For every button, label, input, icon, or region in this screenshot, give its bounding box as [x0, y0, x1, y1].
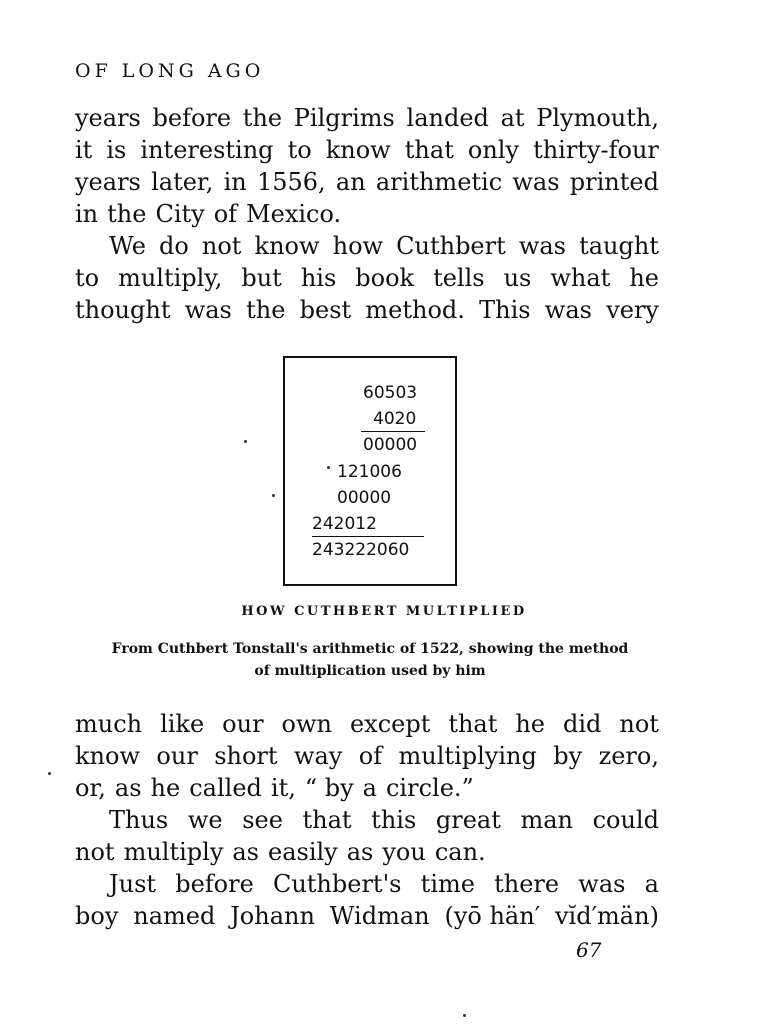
- word: we: [187, 806, 223, 834]
- word: named: [133, 902, 216, 930]
- text-line: [75, 900, 659, 932]
- word: “ by: [304, 774, 354, 802]
- word: Plymouth,: [536, 104, 659, 132]
- word: very: [606, 296, 659, 324]
- word: zero,: [598, 742, 659, 770]
- word: as: [232, 838, 259, 866]
- word: printed: [569, 168, 659, 196]
- word: Thus: [109, 806, 169, 834]
- text-line: [75, 134, 659, 166]
- word: how: [332, 232, 384, 260]
- word: he: [515, 710, 546, 738]
- word: book: [355, 264, 415, 292]
- word: know: [325, 136, 391, 164]
- word: was: [518, 232, 566, 260]
- word: time: [420, 870, 475, 898]
- paragraph-2: [75, 230, 659, 326]
- word: before: [152, 104, 232, 132]
- word: as: [114, 774, 142, 802]
- word: there: [494, 870, 560, 898]
- print-speck: [463, 1014, 466, 1017]
- word: the: [107, 200, 147, 228]
- text-line: [75, 166, 659, 198]
- word: that: [448, 710, 498, 738]
- word: a: [644, 870, 659, 898]
- caption-line-2: of multiplication used by him: [254, 663, 486, 679]
- text-line: [75, 198, 659, 230]
- word: the: [246, 296, 286, 324]
- word: boy: [75, 902, 119, 930]
- word: our: [156, 742, 198, 770]
- word: us: [503, 264, 532, 292]
- word: This: [479, 296, 531, 324]
- word: easily: [268, 838, 338, 866]
- word: thirty-four: [533, 136, 659, 164]
- word: did: [562, 710, 602, 738]
- word: own: [281, 710, 332, 738]
- word: of: [358, 742, 383, 770]
- word: interesting: [140, 136, 274, 164]
- word: what: [550, 264, 611, 292]
- paragraph-4: [75, 804, 659, 868]
- partial-product-2: 121006: [337, 462, 402, 482]
- word: in: [75, 200, 99, 228]
- partial-product-1: 00000: [363, 435, 418, 455]
- word: was: [512, 168, 560, 196]
- multiplicand: 60503: [363, 383, 418, 403]
- word: thought: [75, 296, 171, 324]
- word: best: [299, 296, 352, 324]
- word: multiply: [123, 838, 224, 866]
- word: We: [109, 232, 146, 260]
- paragraph-5: [75, 868, 659, 932]
- word: vĭd′män): [555, 902, 659, 930]
- product-rule: [312, 536, 424, 537]
- word: way: [293, 742, 343, 770]
- word: it: [75, 136, 93, 164]
- word: is: [106, 136, 127, 164]
- text-line: [75, 230, 659, 262]
- word: Mexico.: [246, 200, 342, 228]
- word: later,: [151, 168, 214, 196]
- word: it,: [270, 774, 296, 802]
- word: much: [75, 710, 143, 738]
- word: at: [500, 104, 525, 132]
- word: multiply,: [118, 264, 223, 292]
- figure-caption-title: HOW CUTHBERT MULTIPLIED: [241, 604, 527, 619]
- word: Widman: [329, 902, 430, 930]
- text-line: [75, 262, 659, 294]
- word: but: [241, 264, 282, 292]
- print-speck: [48, 772, 51, 775]
- word: the: [242, 104, 283, 132]
- word: know: [75, 742, 140, 770]
- word: was: [544, 296, 592, 324]
- word: could: [592, 806, 659, 834]
- word: he: [629, 264, 659, 292]
- word: years: [75, 168, 141, 196]
- word: that: [404, 136, 454, 164]
- word: do: [159, 232, 189, 260]
- multiplier-rule: [361, 431, 425, 432]
- word: Johann: [230, 902, 315, 930]
- paragraph-1: [75, 102, 659, 230]
- word: was: [578, 870, 626, 898]
- word: or,: [75, 774, 106, 802]
- word: his: [300, 264, 337, 292]
- word: taught: [579, 232, 659, 260]
- word: short: [214, 742, 278, 770]
- figure-caption-text: [75, 638, 665, 682]
- word: by: [553, 742, 583, 770]
- word: (yō hän′: [444, 902, 541, 930]
- word: in: [223, 168, 247, 196]
- word: before: [175, 870, 254, 898]
- word: can.: [434, 838, 486, 866]
- word: like: [160, 710, 205, 738]
- partial-product-4: 242012: [312, 514, 377, 534]
- text-line: [75, 294, 659, 326]
- word: great: [435, 806, 501, 834]
- word: not: [75, 838, 115, 866]
- multiplication-figure: [283, 356, 457, 586]
- multiplier: 4020: [373, 409, 417, 429]
- print-speck: [272, 494, 275, 497]
- word: called: [189, 774, 262, 802]
- word: see: [242, 806, 283, 834]
- word: that: [302, 806, 352, 834]
- word: years: [75, 104, 141, 132]
- word: except: [349, 710, 431, 738]
- word: an: [335, 168, 366, 196]
- word: man: [520, 806, 573, 834]
- word: as: [346, 838, 374, 866]
- word: circle.”: [385, 774, 474, 802]
- text-line: [75, 102, 659, 134]
- running-head: OF LONG AGO: [75, 60, 265, 82]
- paragraph-3: [75, 708, 659, 804]
- print-speck: [327, 466, 330, 469]
- print-speck: [244, 440, 247, 443]
- word: not: [201, 232, 242, 260]
- text-line: [75, 740, 659, 772]
- word: 1556,: [256, 168, 326, 196]
- partial-product-3: 00000: [337, 488, 392, 508]
- word: Cuthbert: [396, 232, 506, 260]
- text-line: [75, 836, 659, 868]
- word: you: [382, 838, 426, 866]
- word: method.: [365, 296, 465, 324]
- word: Pilgrims: [293, 104, 395, 132]
- word: know: [254, 232, 320, 260]
- word: multiplying: [398, 742, 537, 770]
- word: he: [150, 774, 181, 802]
- word: only: [467, 136, 520, 164]
- word: this: [371, 806, 417, 834]
- text-line: [75, 708, 659, 740]
- word: Cuthbert's: [272, 870, 402, 898]
- word: arithmetic: [375, 168, 503, 196]
- word: landed: [406, 104, 489, 132]
- word: Just: [109, 870, 157, 898]
- word: tells: [433, 264, 485, 292]
- text-line: [75, 804, 659, 836]
- word: to: [75, 264, 100, 292]
- word: to: [287, 136, 312, 164]
- word: City: [155, 200, 205, 228]
- product: 243222060: [312, 540, 410, 560]
- page-number: 67: [576, 938, 602, 962]
- word: a: [362, 774, 377, 802]
- word: of: [213, 200, 238, 228]
- text-line: [75, 868, 659, 900]
- word: was: [184, 296, 232, 324]
- word: not: [619, 710, 659, 738]
- word: our: [222, 710, 264, 738]
- text-line: [75, 772, 659, 804]
- caption-line-1: From Cuthbert Tonstall's arithmetic of 1522, showing the method: [111, 641, 629, 657]
